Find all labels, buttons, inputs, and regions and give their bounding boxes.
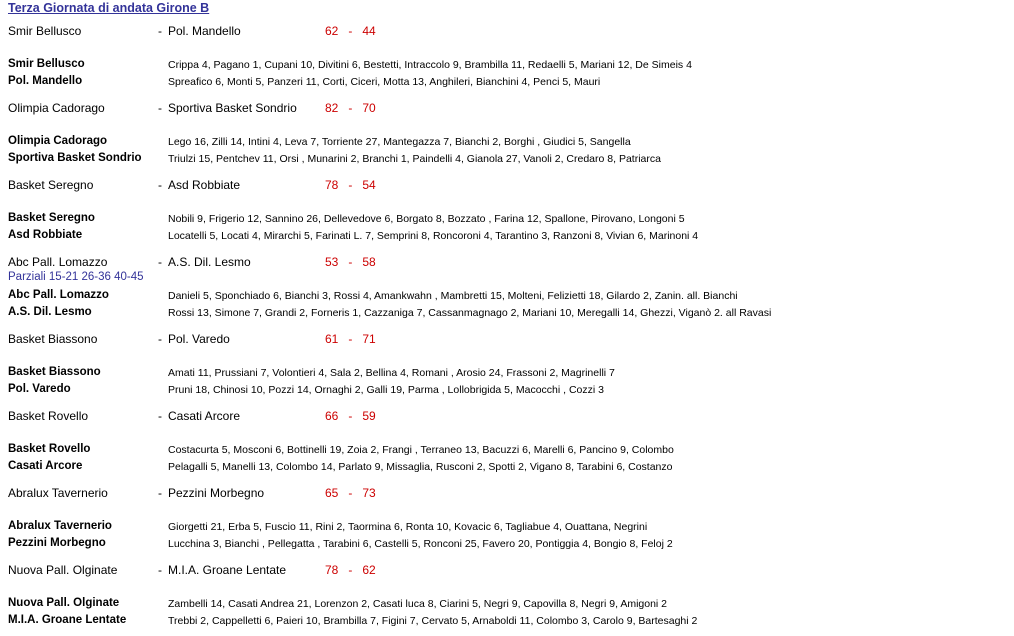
score <box>325 409 376 423</box>
roster-players: Locatelli 5, Locati 4, Mirarchi 5, Farinati L. 7, Semprini 8, Roncoroni 4, Tarantino 3, Ranzoni 8, Vivian 6, Marinoni 4 <box>168 230 699 242</box>
roster-players: Costacurta 5, Mosconi 6, Bottinelli 19, Zoia 2, Frangi , Terraneo 13, Bacuzzi 6, Marelli 6, Pancino 9, Colombo <box>168 444 674 456</box>
roster-team: Sportiva Basket Sondrio <box>8 152 142 164</box>
score-separator: - <box>348 563 353 577</box>
roster-players: Zambelli 14, Casati Andrea 21, Lorenzon 2, Casati luca 8, Ciarini 5, Negri 9, Capovilla 8, Negri 9, Amigoni 2 <box>168 598 668 610</box>
roster-team: Olimpia Cadorago <box>8 135 108 147</box>
roster-players: Trebbi 2, Cappelletti 6, Paieri 10, Brambilla 7, Figini 7, Cervato 5, Arnaboldi 11, Colombo 3, Carolo 9, Bartesaghi 2 <box>168 615 698 627</box>
away-team: A.S. Dil. Lesmo <box>168 255 251 269</box>
roster-team: Abralux Tavernerio <box>8 520 112 532</box>
score-home: 78 <box>325 563 339 577</box>
score-separator: - <box>348 255 353 269</box>
score-home: 61 <box>325 332 339 346</box>
page-title: Terza Giornata di andata Girone B <box>8 1 210 15</box>
roster-team: Casati Arcore <box>8 460 83 472</box>
roster-players: Giorgetti 21, Erba 5, Fuscio 11, Rini 2, Taormina 6, Ronta 10, Kovacic 6, Tagliabue 4, Ouattana, Negrini <box>168 521 648 533</box>
score <box>325 101 376 115</box>
score-separator: - <box>348 101 353 115</box>
score-separator: - <box>348 178 353 192</box>
score-away: 62 <box>362 563 376 577</box>
score <box>325 563 376 577</box>
roster-team: Abc Pall. Lomazzo <box>8 289 109 301</box>
roster-team: A.S. Dil. Lesmo <box>8 306 92 318</box>
roster-team: Nuova Pall. Olginate <box>8 597 120 609</box>
away-team: Pol. Mandello <box>168 24 241 38</box>
separator: - <box>158 101 162 115</box>
separator: - <box>158 255 162 269</box>
home-team: Smir Bellusco <box>8 24 82 38</box>
score-away: 59 <box>362 409 376 423</box>
roster-team: Asd Robbiate <box>8 229 83 241</box>
away-team: Asd Robbiate <box>168 178 241 192</box>
away-team: Sportiva Basket Sondrio <box>168 101 297 115</box>
score-home: 53 <box>325 255 339 269</box>
roster-players: Pelagalli 5, Manelli 13, Colombo 14, Parlato 9, Missaglia, Rusconi 2, Spotti 2, Vigano 8, Tarabini 6, Costanzo <box>168 461 673 473</box>
separator: - <box>158 24 162 38</box>
home-team: Olimpia Cadorago <box>8 101 105 115</box>
score <box>325 255 376 269</box>
score-home: 66 <box>325 409 339 423</box>
roster-team: Basket Biassono <box>8 366 101 378</box>
home-team: Nuova Pall. Olginate <box>8 563 118 577</box>
score-separator: - <box>348 24 353 38</box>
roster-players: Spreafico 6, Monti 5, Panzeri 11, Corti, Ciceri, Motta 13, Anghileri, Bianchini 4, Penci 5, Mauri <box>168 76 601 88</box>
score-home: 78 <box>325 178 339 192</box>
home-team: Basket Rovello <box>8 409 89 423</box>
partial-scores: Parziali 15-21 26-36 40-45 <box>8 271 144 283</box>
home-team: Basket Biassono <box>8 332 98 346</box>
separator: - <box>158 486 162 500</box>
score-away: 73 <box>362 486 376 500</box>
score <box>325 24 376 38</box>
roster-players: Triulzi 15, Pentchev 11, Orsi , Munarini 2, Branchi 1, Paindelli 4, Gianola 27, Vanoli 2, Credaro 8, Patriarca <box>168 153 661 165</box>
roster-team: Pol. Mandello <box>8 75 83 87</box>
score-separator: - <box>348 332 353 346</box>
away-team: Pol. Varedo <box>168 332 230 346</box>
home-team: Abralux Tavernerio <box>8 486 108 500</box>
roster-team: Pezzini Morbegno <box>8 537 106 549</box>
score <box>325 178 376 192</box>
roster-players: Lucchina 3, Bianchi , Pellegatta , Tarabini 6, Castelli 5, Ronconi 25, Favero 20, Pontiggia 4, Bongio 8, Feloj 2 <box>168 538 673 550</box>
roster-players: Amati 11, Prussiani 7, Volontieri 4, Sala 2, Bellina 4, Romani , Arosio 24, Frassoni 2, Magrinelli 7 <box>168 367 615 379</box>
score <box>325 486 376 500</box>
roster-team: M.I.A. Groane Lentate <box>8 614 127 626</box>
score-separator: - <box>348 409 353 423</box>
roster-team: Pol. Varedo <box>8 383 71 395</box>
home-team: Basket Seregno <box>8 178 94 192</box>
away-team: Pezzini Morbegno <box>168 486 265 500</box>
score-away: 70 <box>362 101 376 115</box>
score-away: 71 <box>362 332 376 346</box>
roster-players: Nobili 9, Frigerio 12, Sannino 26, Dellevedove 6, Borgato 8, Bozzato , Farina 12, Spallone, Pirovano, Longoni 5 <box>168 213 685 225</box>
separator: - <box>158 332 162 346</box>
roster-team: Basket Rovello <box>8 443 91 455</box>
away-team: M.I.A. Groane Lentate <box>168 563 287 577</box>
score-away: 44 <box>362 24 376 38</box>
roster-team: Basket Seregno <box>8 212 95 224</box>
score-home: 62 <box>325 24 339 38</box>
home-team: Abc Pall. Lomazzo <box>8 255 108 269</box>
separator: - <box>158 563 162 577</box>
roster-players: Pruni 18, Chinosi 10, Pozzi 14, Ornaghi 2, Galli 19, Parma , Lollobrigida 5, Macocchi , Cozzi 3 <box>168 384 604 396</box>
roster-players: Lego 16, Zilli 14, Intini 4, Leva 7, Torriente 27, Mantegazza 7, Bianchi 2, Borghi , Giudici 5, Sangella <box>168 136 631 148</box>
roster-players: Rossi 13, Simone 7, Grandi 2, Forneris 1, Cazzaniga 7, Cassanmagnago 2, Mariani 10, Meregalli 14, Ghezzi, Viganò 2. all Ravasi <box>168 307 772 319</box>
away-team: Casati Arcore <box>168 409 241 423</box>
roster-players: Crippa 4, Pagano 1, Cupani 10, Divitini 6, Bestetti, Intraccolo 9, Brambilla 11, Redaelli 5, Mariani 12, De Simeis 4 <box>168 59 692 71</box>
separator: - <box>158 409 162 423</box>
roster-players: Danieli 5, Sponchiado 6, Bianchi 3, Rossi 4, Amankwahn , Mambretti 15, Molteni, Felizietti 18, Gilardo 2, Zanin. all. Bianchi <box>168 290 738 302</box>
score-away: 58 <box>362 255 376 269</box>
score <box>325 332 376 346</box>
score-home: 82 <box>325 101 339 115</box>
separator: - <box>158 178 162 192</box>
score-home: 65 <box>325 486 339 500</box>
roster-team: Smir Bellusco <box>8 58 85 70</box>
score-away: 54 <box>362 178 376 192</box>
score-separator: - <box>348 486 353 500</box>
